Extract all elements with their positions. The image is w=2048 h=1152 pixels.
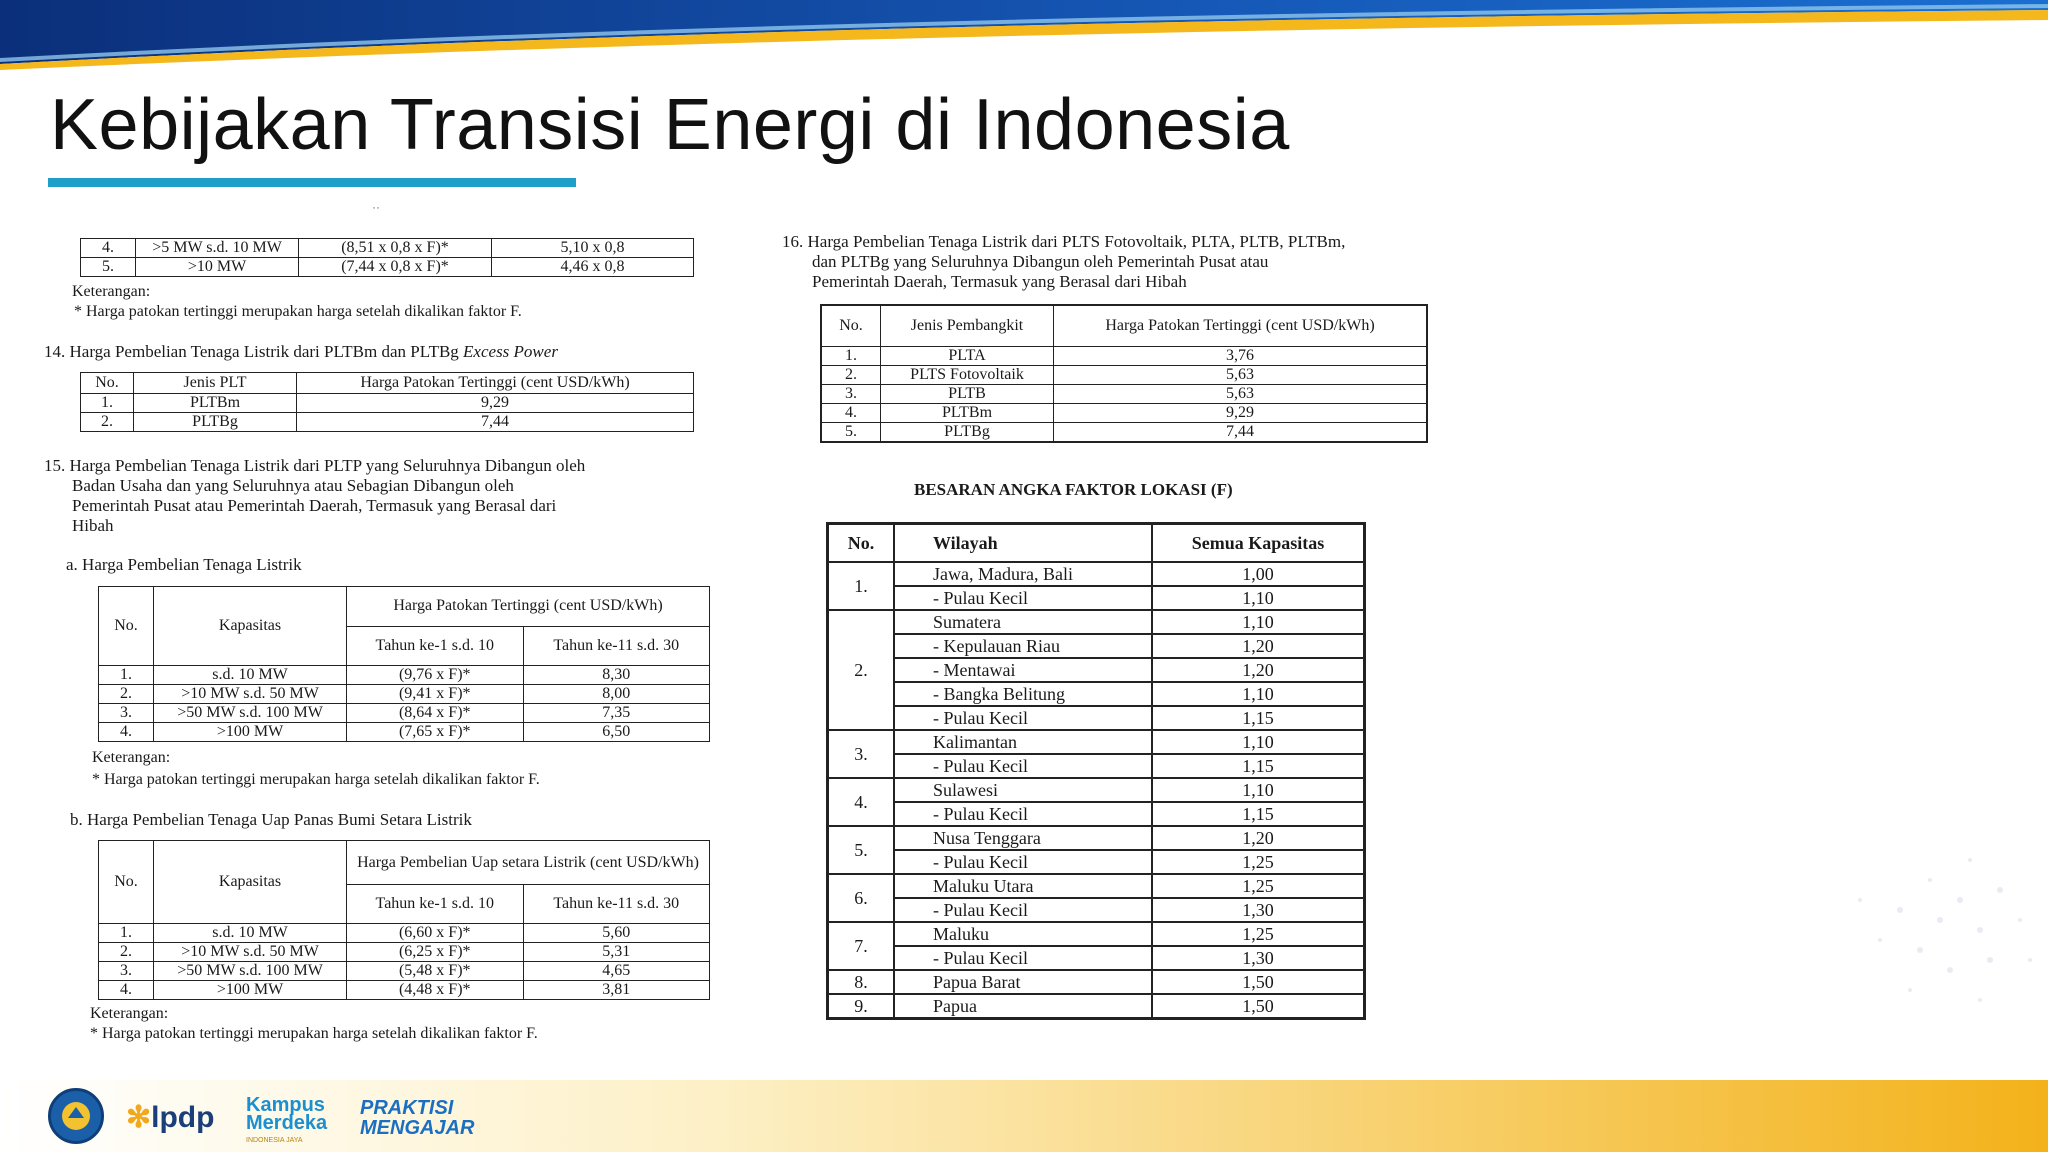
section-15b-title: b. Harga Pembelian Tenaga Uap Panas Bumi Setara Listrik [70,810,472,829]
plts-tariff-table [820,304,1428,443]
emblem-icon [51,1091,101,1141]
table-row: 4. Sulawesi 1,10 [828,778,1365,802]
title-underline [48,178,576,187]
pltbm-pltbg-table [80,372,694,432]
table-header-row: Tahun ke-1 s.d. 10 Tahun ke-11 s.d. 30 [99,626,710,666]
table-row: 3. PLTB 5,63 [821,385,1427,404]
table-row: - Mentawai 1,20 [828,658,1365,682]
keterangan-label: Keterangan: [72,283,151,300]
table-header-row: No. Wilayah Semua Kapasitas [828,524,1365,563]
table-row: - Pulau Kecil 1,15 [828,706,1365,730]
table-row: 3. >50 MW s.d. 100 MW (5,48 x F)* 4,65 [99,962,710,981]
table-row: 5. Nusa Tenggara 1,20 [828,826,1365,850]
table-row: 4. >5 MW s.d. 10 MW (8,51 x 0,8 x F)* 5,10 x 0,8 [81,239,694,258]
table-row: - Pulau Kecil 1,15 [828,802,1365,826]
table-header-row: No. Kapasitas Harga Patokan Tertinggi (cent USD/kWh) [99,587,710,627]
footnote: * Harga patokan tertinggi merupakan harga setelah dikalikan faktor F. [90,1025,538,1042]
keterangan-label: Keterangan: [90,1005,169,1022]
table-row: 1. PLTBm 9,29 [81,394,694,413]
lpdp-logo: ✻lpdp [126,1101,215,1134]
table-row: 3. >50 MW s.d. 100 MW (8,64 x F)* 7,35 [99,704,710,723]
lpdp-leaf-icon: ✻ [126,1101,152,1134]
geothermal-steam-table [98,840,710,1000]
table-header-row: No. Jenis Pembangkit Harga Patokan Tertinggi (cent USD/kWh) [821,305,1427,347]
table-row: 6. Maluku Utara 1,25 [828,874,1365,898]
header-stripe [0,0,2048,70]
table-row: 1. Jawa, Madura, Bali 1,00 [828,562,1365,586]
table-row: - Kepulauan Riau 1,20 [828,634,1365,658]
tariff-fragment-table [80,238,694,277]
table-row: 1. s.d. 10 MW (9,76 x F)* 8,30 [99,666,710,685]
table-row: 5. PLTBg 7,44 [821,423,1427,443]
table-row: - Pulau Kecil 1,15 [828,754,1365,778]
table-row: 2. PLTS Fotovoltaik 5,63 [821,366,1427,385]
table-row: - Bangka Belitung 1,10 [828,682,1365,706]
table-header-row: No. Jenis PLT Harga Patokan Tertinggi (cent USD/kWh) [81,373,694,394]
section-14-heading: 14. Harga Pembelian Tenaga Listrik dari PLTBm dan PLTBg Excess Power [44,342,558,361]
table-header-row: No. Kapasitas Harga Pembelian Uap setara Listrik (cent USD/kWh) [99,841,710,885]
pltp-tariff-table [98,586,710,742]
table-row: - Pulau Kecil 1,30 [828,946,1365,970]
kemdikbud-logo [48,1088,104,1144]
table-row: - Pulau Kecil 1,30 [828,898,1365,922]
table-row: 2. Sumatera 1,10 [828,610,1365,634]
table-row: 9. Papua 1,50 [828,994,1365,1019]
table-row: 4. >100 MW (7,65 x F)* 6,50 [99,723,710,742]
kampus-merdeka-logo: Kampus Merdeka INDONESIA JAYA [246,1094,328,1144]
table-row: 1. PLTA 3,76 [821,347,1427,366]
table-row: 3. Kalimantan 1,10 [828,730,1365,754]
footnote: * Harga patokan tertinggi merupakan harga setelah dikalikan faktor F. [74,303,522,320]
decorative-dot-pattern [1640,700,2048,1080]
table-row: 1. s.d. 10 MW (6,60 x F)* 5,60 [99,924,710,943]
table-row: - Pulau Kecil 1,25 [828,850,1365,874]
table-row: 2. >10 MW s.d. 50 MW (6,25 x F)* 5,31 [99,943,710,962]
table-row: 2. >10 MW s.d. 50 MW (9,41 x F)* 8,00 [99,685,710,704]
faktor-lokasi-title: BESARAN ANGKA FAKTOR LOKASI (F) [914,480,1233,499]
keterangan-label: Keterangan: [92,749,171,766]
page-title: Kebijakan Transisi Energi di Indonesia [50,85,1290,165]
footnote: * Harga patokan tertinggi merupakan harga setelah dikalikan faktor F. [92,771,540,788]
section-15a-title: a. Harga Pembelian Tenaga Listrik [66,555,302,574]
table-row: 4. PLTBm 9,29 [821,404,1427,423]
table-row: - Pulau Kecil 1,10 [828,586,1365,610]
section-16-heading: 16. Harga Pembelian Tenaga Listrik dari PLTS Fotovoltaik, PLTA, PLTB, PLTBm, dan PLTBg yang Seluruhnya Dibangun oleh Pemerintah Pusat atau Pemerintah Daerah, Termasuk yang Berasal dari Hibah [782,232,1346,291]
table-row: 8. Papua Barat 1,50 [828,970,1365,994]
table-row: 7. Maluku 1,25 [828,922,1365,946]
table-row: 5. >10 MW (7,44 x 0,8 x F)* 4,46 x 0,8 [81,258,694,277]
faktor-lokasi-table [826,522,1366,1020]
table-header-row: Tahun ke-1 s.d. 10 Tahun ke-11 s.d. 30 [99,884,710,923]
section-15-heading: 15. Harga Pembelian Tenaga Listrik dari PLTP yang Seluruhnya Dibangun oleh Badan Usaha dan yang Seluruhnya atau Sebagian Dibangun oleh Pemerintah Pusat atau Pemerintah Daerah, Termasuk yang Berasal dari Hibah [44,456,586,535]
scan-mark: ˙˙ [372,204,380,218]
table-row: 2. PLTBg 7,44 [81,413,694,432]
praktisi-mengajar-logo: PRAKTISI MENGAJAR [360,1097,475,1139]
table-row: 4. >100 MW (4,48 x F)* 3,81 [99,981,710,1000]
